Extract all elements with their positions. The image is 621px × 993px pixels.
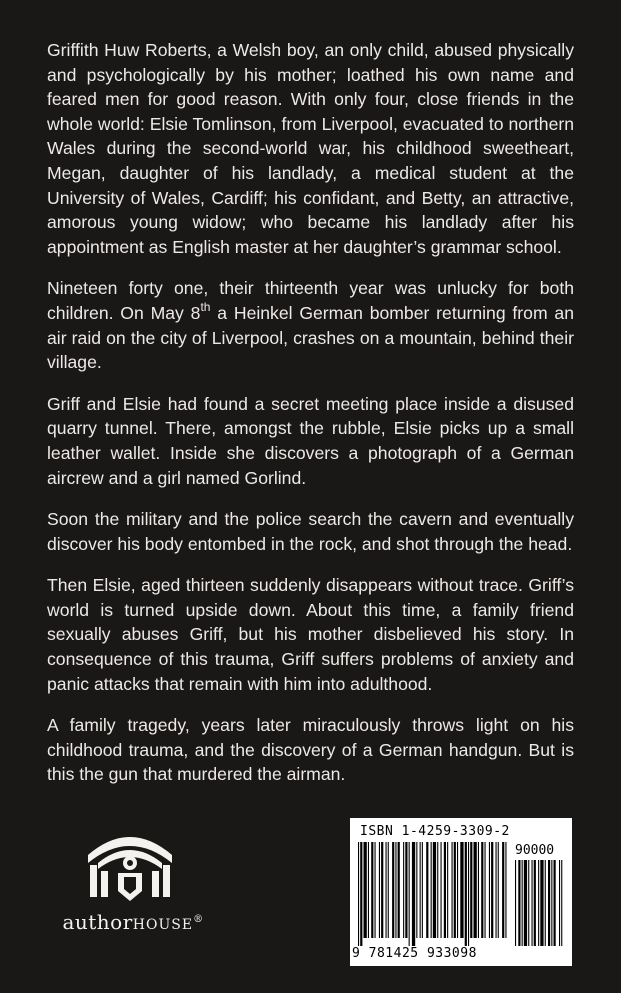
barcode-bar <box>379 842 380 938</box>
addon-bar <box>532 860 533 946</box>
barcode-bar <box>412 842 415 946</box>
barcode-bar <box>422 842 423 938</box>
addon-bar <box>551 860 552 946</box>
addon-bar <box>538 860 539 946</box>
barcode-bar <box>465 842 467 946</box>
barcode-bar <box>498 842 499 938</box>
addon-bar <box>522 860 523 946</box>
blurb-p2-ordinal: th <box>200 299 211 314</box>
blurb-paragraph-6: A family tragedy, years later miraculously throws light on his childhood trauma, and the discovery of a German handgun. But is this the gun that murdered the airman. <box>47 715 574 785</box>
barcode-bar <box>381 842 383 938</box>
barcode-bar <box>468 842 469 946</box>
barcode-bar <box>454 842 456 938</box>
blurb-paragraph-1: Griffith Huw Roberts, a Welsh boy, an only child, abused physically and psychologically by his mother; loathed his own name and feared men for good reason. With only four, close friends in the whole world: Elsie Tomlinson, from Liverpool, evacuated to northern Wales during the second-world war, his childhood sweetheart, Megan, daughter of his landlady, a medical student at the University of Wales, Cardiff; his confidant, and Betty, an attractive, amorous young widow; who became his landlady after his appointment as English master at her daughter’s grammar school. <box>47 40 574 257</box>
barcode-bar <box>395 842 396 938</box>
barcode-bar <box>409 842 410 946</box>
barcode-bar <box>474 842 477 938</box>
barcode-bar <box>491 842 493 938</box>
barcode-bar <box>496 842 497 938</box>
addon-bar <box>548 860 550 946</box>
barcode-bar <box>368 842 369 938</box>
isbn-label: ISBN 1-4259-3309-2 <box>360 824 510 839</box>
barcode-bar <box>447 842 448 938</box>
barcode-bar <box>433 842 436 938</box>
barcode-bar <box>358 842 359 946</box>
barcode-bar <box>403 842 404 938</box>
barcode-bar <box>388 842 389 938</box>
addon-bar <box>554 860 556 946</box>
authorhouse-logo-icon <box>80 825 180 903</box>
barcode-bar <box>416 842 417 938</box>
addon-bar <box>559 860 560 946</box>
ean-digits: 9 781425 933098 <box>352 946 477 961</box>
blurb-paragraph-3: Griff and Elsie had found a secret meeting place inside a disused quarry tunnel. There, amongst the rubble, Elsie picks up a small leather wallet. Inside she discovers a photograph of a German aircrew and a girl named Gorlind. <box>47 393 574 488</box>
blurb-text <box>47 38 574 804</box>
publisher-name-part1: author <box>62 910 133 934</box>
barcode-panel <box>350 818 572 966</box>
barcode-bar <box>398 842 400 938</box>
barcode-bar <box>457 842 458 938</box>
barcode-bar <box>505 842 506 938</box>
addon-bar <box>561 860 562 946</box>
blurb-p2-after: a Heinkel German bomber returning from an air raid on the city of Liverpool, crashes on a mountain, behind their village. <box>47 302 574 373</box>
addon-bar <box>528 860 529 946</box>
barcode-bar <box>392 842 394 938</box>
barcode-bar <box>371 842 373 938</box>
addon-bar <box>515 860 516 946</box>
barcode-bar <box>431 842 432 938</box>
barcode-bar <box>426 842 428 938</box>
addon-bar <box>518 860 520 946</box>
barcode-bar <box>360 842 362 946</box>
publisher-name-part2: HOUSE <box>132 917 194 933</box>
barcode-bar <box>502 842 504 938</box>
barcode-bar <box>405 842 407 938</box>
barcode-bar <box>386 842 387 938</box>
barcode-bar <box>470 842 472 938</box>
registered-mark: ® <box>193 914 204 925</box>
barcode-bar <box>452 842 453 938</box>
barcode-bar <box>460 842 463 938</box>
blurb-paragraph-4: Soon the military and the police search the cavern and eventually discover his body entombed in the rock, and shot through the head. <box>47 509 574 554</box>
barcode-bar <box>375 842 376 938</box>
addon-bar <box>545 860 546 946</box>
barcode-bar <box>478 842 479 938</box>
barcode-bar <box>485 842 486 938</box>
ean-barcode <box>358 842 508 946</box>
barcode-bar <box>489 842 490 938</box>
blurb-paragraph-2 <box>47 276 574 374</box>
barcode-bar <box>420 842 421 938</box>
barcode-bar <box>481 842 483 938</box>
publisher-block <box>48 825 218 945</box>
publisher-name <box>48 910 218 934</box>
addon-bar <box>534 860 536 946</box>
addon-bar <box>524 860 527 946</box>
barcode-bar <box>441 842 442 938</box>
blurb-paragraph-5: Then Elsie, aged thirteen suddenly disappears without trace. Griff’s world is turned upside down. About this time, a family friend sexually abuses Griff, but his mother disbelieved his story. In consequence of this trauma, Griff suffers problems of anxiety and panic attacks that remain with him into adulthood. <box>47 575 574 694</box>
barcode-bar <box>364 842 367 938</box>
addon-bar <box>540 860 543 946</box>
barcode-bar <box>437 842 438 938</box>
blurb-p2-before: Nineteen forty one, their thirteenth year was unlucky for both children. On May 8 <box>47 278 574 323</box>
price-code-label: 90000 <box>515 843 555 858</box>
barcode-bar <box>444 842 446 938</box>
price-addon-barcode <box>515 860 565 946</box>
